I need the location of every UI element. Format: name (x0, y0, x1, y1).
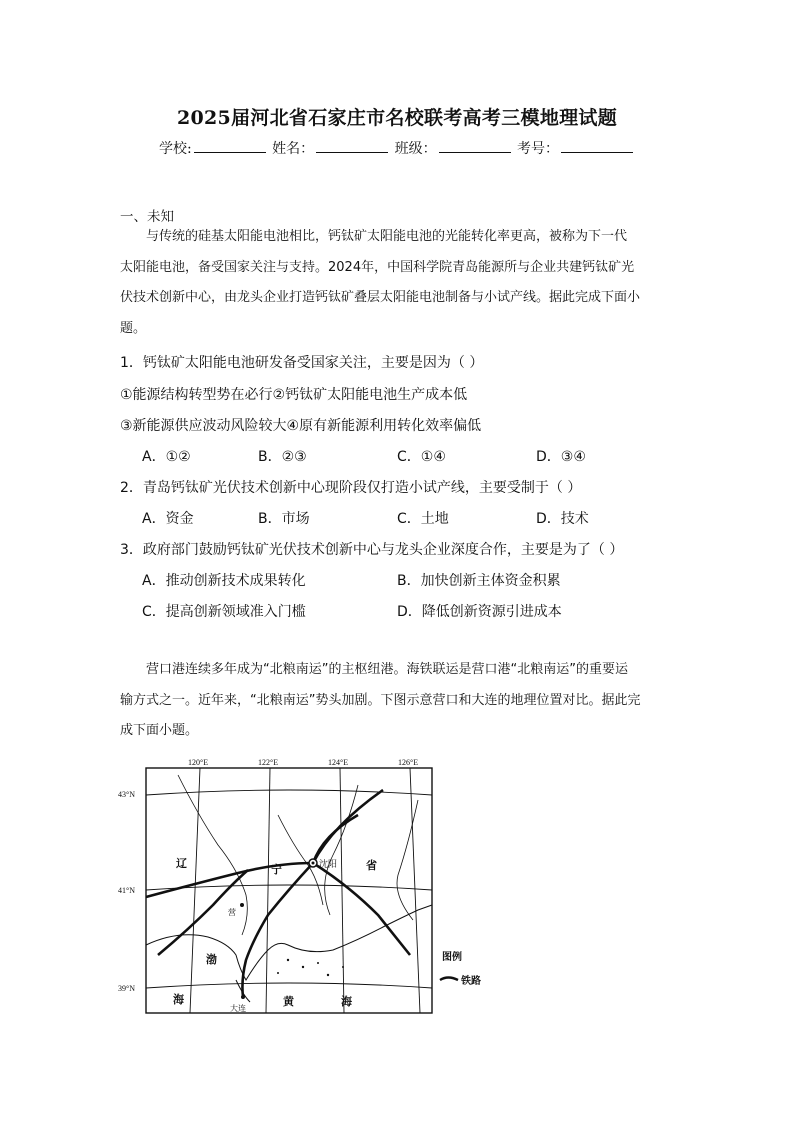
id-field[interactable] (561, 139, 633, 153)
q2-option-c[interactable]: C．土地 (397, 511, 449, 527)
label-sheng: 省 (366, 859, 377, 872)
q3-option-c[interactable]: C．提高创新领域准入门槛 (142, 604, 306, 620)
label-hai-1: 海 (173, 993, 184, 1006)
label-liao: 辽 (176, 857, 187, 870)
name-label: 姓名： (272, 141, 315, 157)
passage-1-line: 题。 (120, 320, 147, 336)
q2-option-d[interactable]: D．技术 (536, 511, 589, 527)
lon-label: 120°E (188, 758, 209, 767)
passage-2-line: 成下面小题。 (120, 723, 199, 738)
q1-option-d[interactable]: D．③④ (536, 449, 586, 465)
student-info-line (0, 138, 794, 158)
question-1-statements-2: ③新能源供应波动风险较大④原有新能源利用转化效率偏低 (120, 418, 482, 434)
question-2-stem: 2．青岛钙钛矿光伏技术创新中心现阶段仅打造小试产线，主要受制于（ ） (120, 480, 582, 496)
passage-1 (120, 222, 676, 344)
class-label: 班级： (394, 141, 437, 157)
q3-option-b[interactable]: B．加快创新主体资金积累 (397, 573, 561, 589)
question-3-stem: 3．政府部门鼓励钙钛矿光伏技术创新中心与龙头企业深度合作，主要是为了（ ） (120, 542, 624, 558)
section-heading: 一、未知 (120, 209, 174, 225)
lon-label: 126°E (398, 758, 419, 767)
yingkou-marker (240, 903, 244, 907)
lon-label: 122°E (258, 758, 279, 767)
passage-2-line: 营口港连续多年成为“北粮南运”的主枢纽港。海铁联运是营口港“北粮南运”的重要运 (146, 662, 628, 677)
legend-title: 图例 (442, 952, 462, 963)
question-1-statements-1: ①能源结构转型势在必行②钙钛矿太阳能电池生产成本低 (120, 387, 468, 403)
question-1-stem: 1．钙钛矿太阳能电池研发备受国家关注，主要是因为（ ） (120, 355, 484, 371)
name-field[interactable] (316, 139, 388, 153)
q1-option-c[interactable]: C．①④ (397, 449, 446, 465)
id-label: 考号： (517, 141, 560, 157)
legend-item: 铁路 (461, 976, 481, 987)
class-field[interactable] (439, 139, 511, 153)
lat-label: 43°N (118, 790, 135, 799)
passage-1-line: 太阳能电池，备受国家关注与支持。2024年，中国科学院青岛能源所与企业共建钙钛矿光 (120, 259, 635, 275)
label-shenyang: 沈阳 (319, 860, 338, 870)
school-label: 学校: (158, 141, 192, 157)
shenyang-dot (312, 862, 315, 865)
school-field[interactable] (194, 139, 266, 153)
label-hai-2: 海 (341, 995, 352, 1008)
q1-option-a[interactable]: A．①② (142, 449, 191, 465)
legend-railway-symbol (440, 978, 458, 981)
page-title: 2025届河北省石家庄市名校联考高考三模地理试题 (176, 107, 618, 129)
passage-2 (120, 655, 676, 747)
location-map (118, 755, 498, 1017)
label-bo: 渤 (206, 953, 217, 966)
passage-1-line: 伏技术创新中心，由龙头企业打造钙钛矿叠层太阳能电池制备与小试产线。据此完成下面小 (120, 290, 641, 305)
label-huang: 黄 (283, 995, 294, 1008)
lat-label: 39°N (118, 984, 135, 993)
lat-label: 41°N (118, 886, 135, 895)
q3-option-a[interactable]: A．推动创新技术成果转化 (142, 573, 306, 589)
lon-label: 124°E (328, 758, 349, 767)
q3-option-d[interactable]: D．降低创新资源引进成本 (397, 604, 562, 620)
q2-option-a[interactable]: A．资金 (142, 511, 194, 527)
dalian-marker (241, 995, 245, 999)
label-ying: 营 (228, 908, 236, 917)
q2-option-b[interactable]: B．市场 (258, 511, 310, 527)
q1-option-b[interactable]: B．②③ (258, 449, 307, 465)
label-dalian: 大连 (230, 1004, 246, 1013)
passage-1-line: 与传统的硅基太阳能电池相比，钙钛矿太阳能电池的光能转化率更高，被称为下一代 (146, 229, 628, 244)
label-ning: 宁 (271, 863, 282, 876)
passage-2-line: 输方式之一。近年来，“北粮南运”势头加剧。下图示意营口和大连的地理位置对比。据此完 (120, 692, 641, 708)
